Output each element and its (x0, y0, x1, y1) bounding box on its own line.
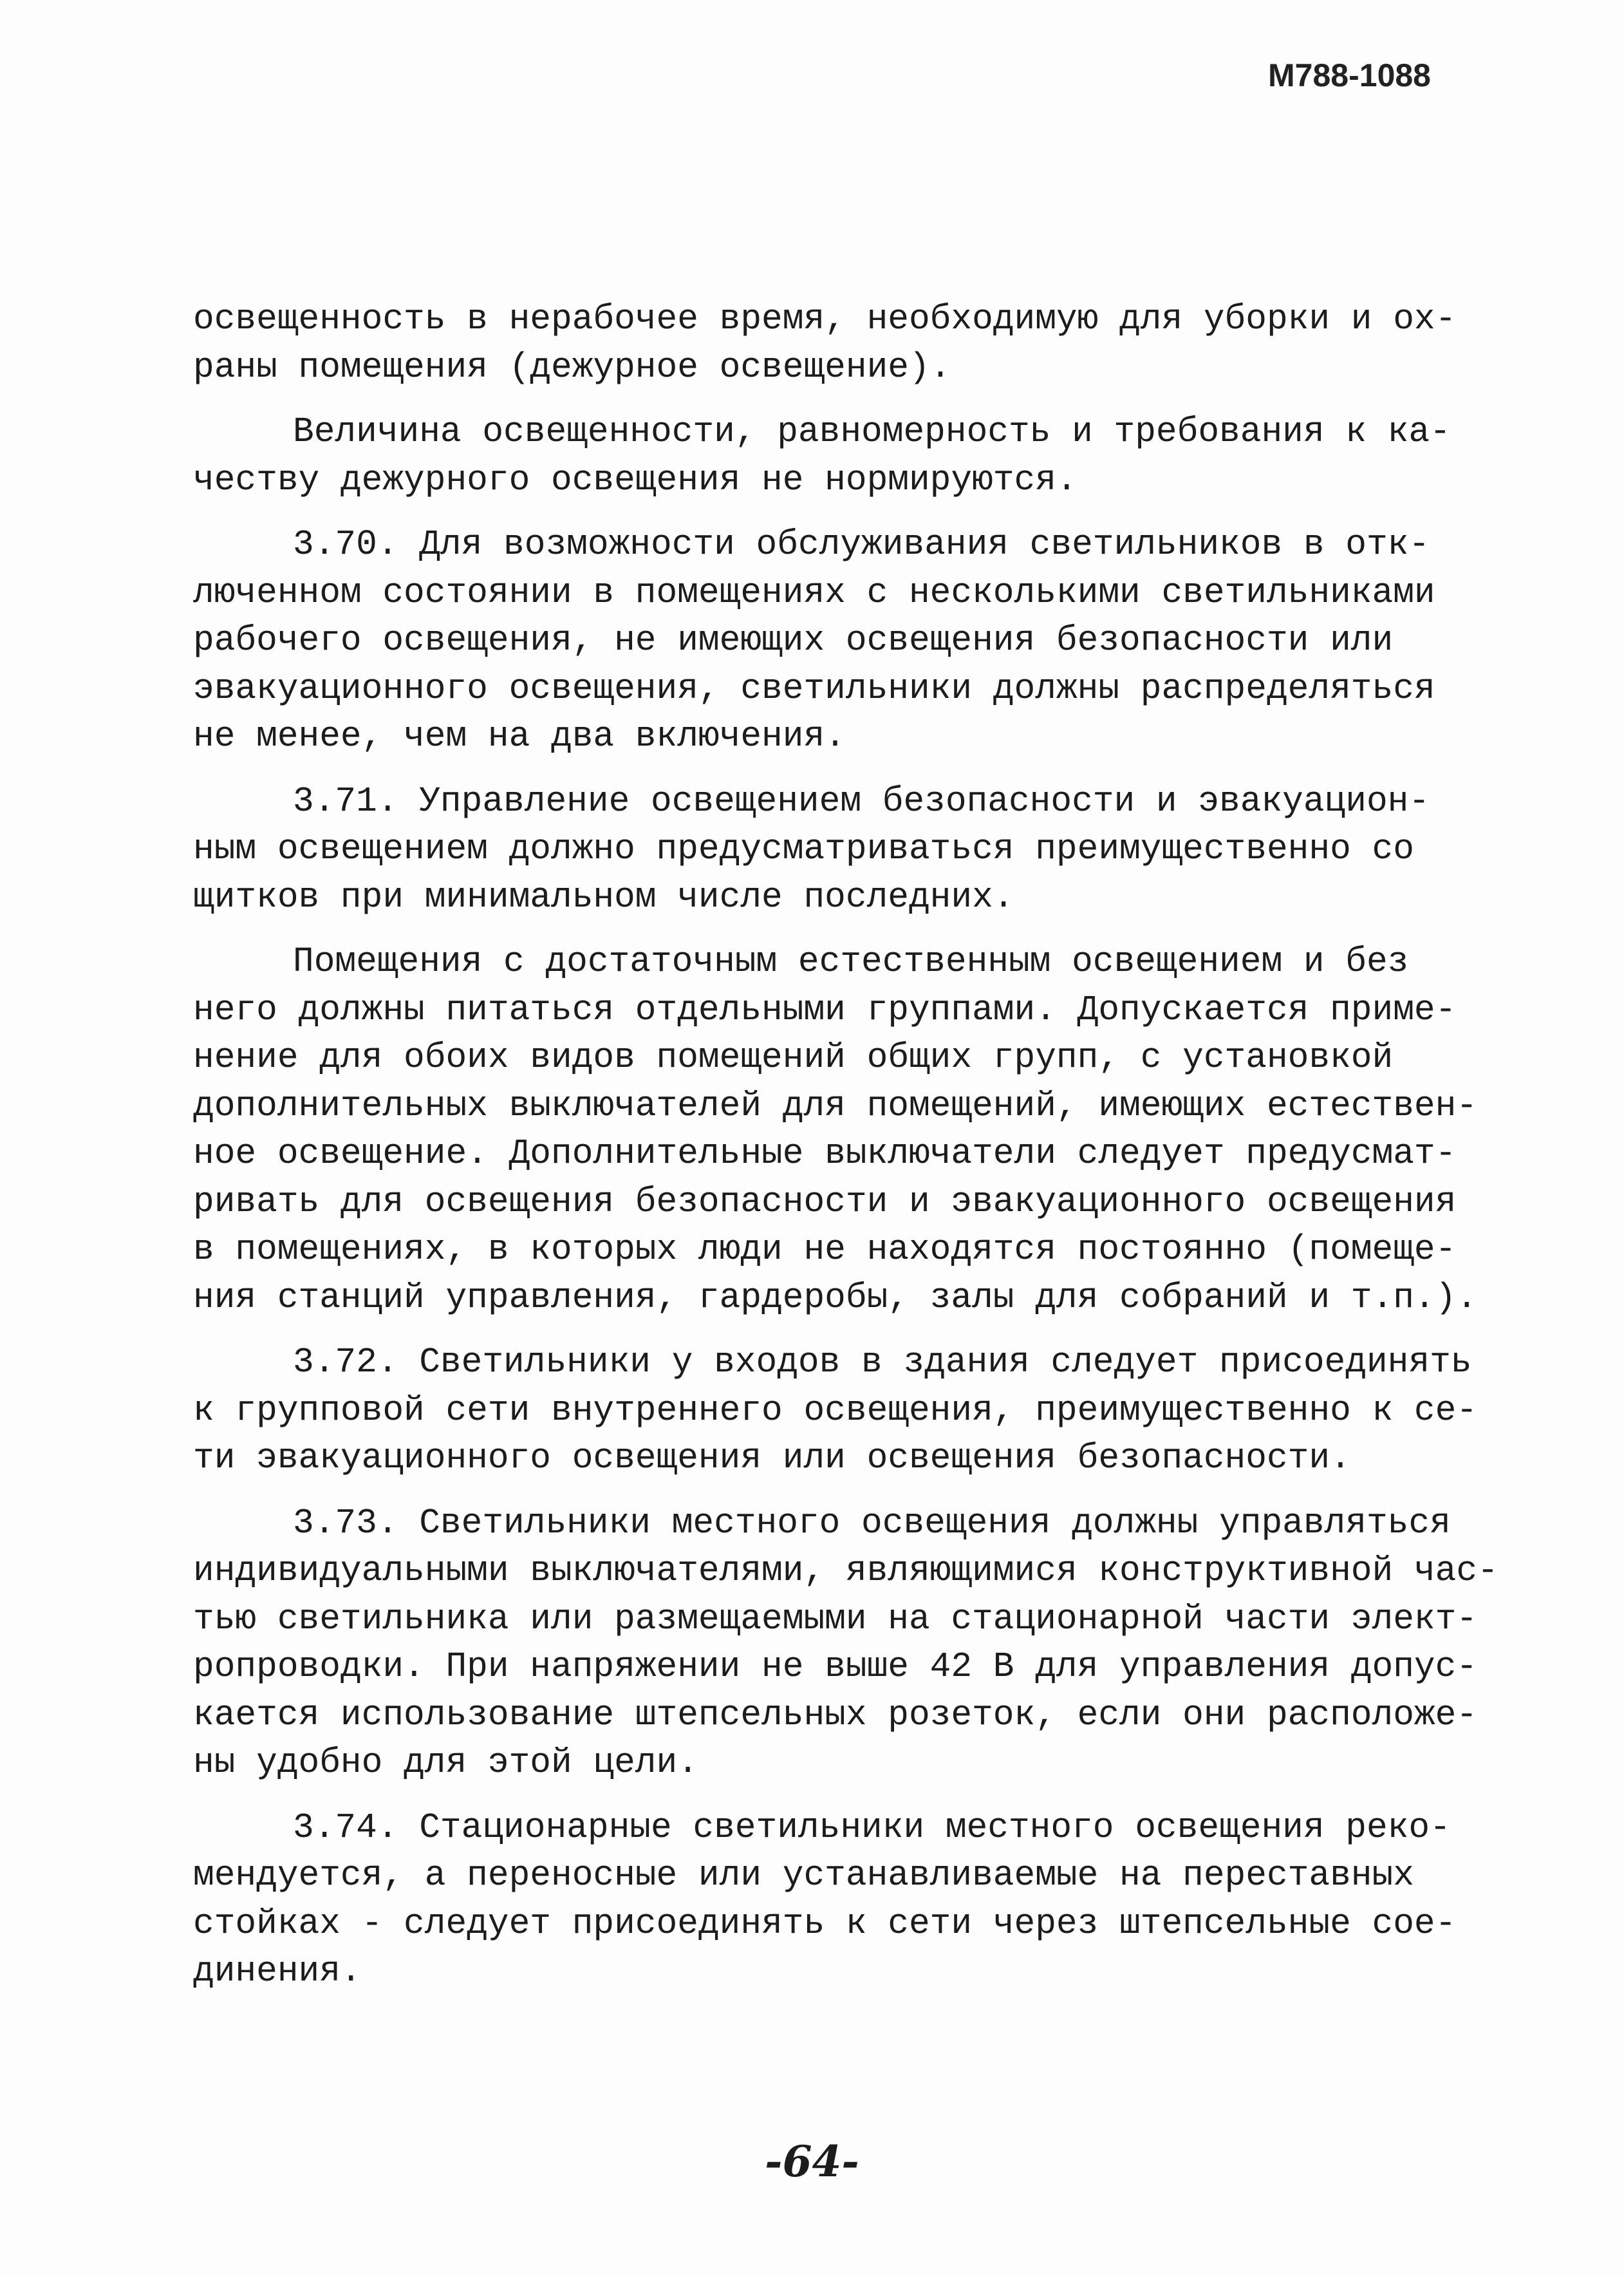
text-line: ное освещение. Дополнительные выключатели следует предусмат- (193, 1134, 1457, 1174)
text-line: ропроводки. При напряжении не выше 42 В для управления допус- (193, 1648, 1478, 1687)
text-line: мендуется, а переносные или устанавливаемые на переставных (193, 1856, 1414, 1896)
text-line: него должны питаться отдельными группами. Допускается приме- (193, 990, 1457, 1030)
paragraph-rooms-natural-light (193, 939, 1478, 1323)
text-line: не менее, чем на два включения. (193, 717, 846, 757)
text-line: освещенность в нерабочее время, необходимую для уборки и ох- (193, 300, 1457, 339)
paragraph-3-72 (193, 1339, 1478, 1483)
text-line: стойках - следует присоединять к сети через штепсельные сое- (193, 1904, 1457, 1944)
text-line: щитков при минимальном числе последних. (193, 878, 1014, 918)
text-line: 3.74. Стационарные светильники местного освещения реко- (293, 1808, 1451, 1848)
text-line: 3.73. Светильники местного освещения должны управляться (293, 1503, 1451, 1543)
text-line: к групповой сети внутреннего освещения, преимущественно к се- (193, 1391, 1478, 1431)
text-line: ния станций управления, гардеробы, залы для собраний и т.п.). (193, 1278, 1478, 1318)
text-line: 3.70. Для возможности обслуживания светильников в отк- (293, 525, 1430, 565)
paragraph-duty-lighting-definition (193, 296, 1457, 392)
text-line: ным освещением должно предусматриваться преимущественно со (193, 830, 1414, 869)
text-line: раны помещения (дежурное освещение). (193, 348, 951, 388)
text-line: рабочего освещения, не имеющих освещения безопасности или (193, 621, 1394, 661)
text-line: ны удобно для этой цели. (193, 1744, 698, 1783)
text-line: 3.71. Управление освещением безопасности и эвакуацион- (293, 782, 1430, 822)
text-line: индивидуальными выключателями, являющимися конструктивной час- (193, 1552, 1498, 1591)
paragraph-3-74 (193, 1805, 1457, 1997)
paragraph-duty-lighting-norms (193, 409, 1451, 505)
page-number: -64- (765, 2136, 859, 2187)
text-line: 3.72. Светильники у входов в здания следует присоединять (293, 1343, 1472, 1382)
paragraph-3-70 (193, 522, 1442, 762)
text-line: Помещения с достаточным естественным освещением и без (293, 943, 1409, 982)
text-line: тью светильника или размещаемыми на стационарной части элект- (193, 1599, 1478, 1639)
text-line: дополнительных выключателей для помещений, имеющих естествен- (193, 1086, 1478, 1126)
paragraph-3-73 (193, 1500, 1498, 1788)
text-line: ти эвакуационного освещения или освещения безопасности. (193, 1439, 1351, 1478)
text-line: честву дежурного освещения не нормируются. (193, 460, 1078, 500)
paragraph-3-71 (193, 778, 1442, 923)
text-line: динения. (193, 1952, 362, 1991)
document-code: М788-1088 (1268, 57, 1431, 93)
body-text (193, 296, 1498, 1997)
text-line: эвакуационного освещения, светильники должны распределяться (193, 669, 1435, 709)
text-line: в помещениях, в которых люди не находятся постоянно (помеще- (193, 1230, 1457, 1270)
text-line: нение для обоих видов помещений общих групп, с установкой (193, 1039, 1394, 1078)
text-line: ривать для освещения безопасности и эвакуационного освещения (193, 1182, 1457, 1222)
text-line: кается использование штепсельных розеток, если они расположе- (193, 1695, 1478, 1735)
text-line: Величина освещенности, равномерность и требования к ка- (293, 413, 1451, 452)
text-line: люченном состоянии в помещениях с несколькими светильниками (193, 573, 1435, 613)
